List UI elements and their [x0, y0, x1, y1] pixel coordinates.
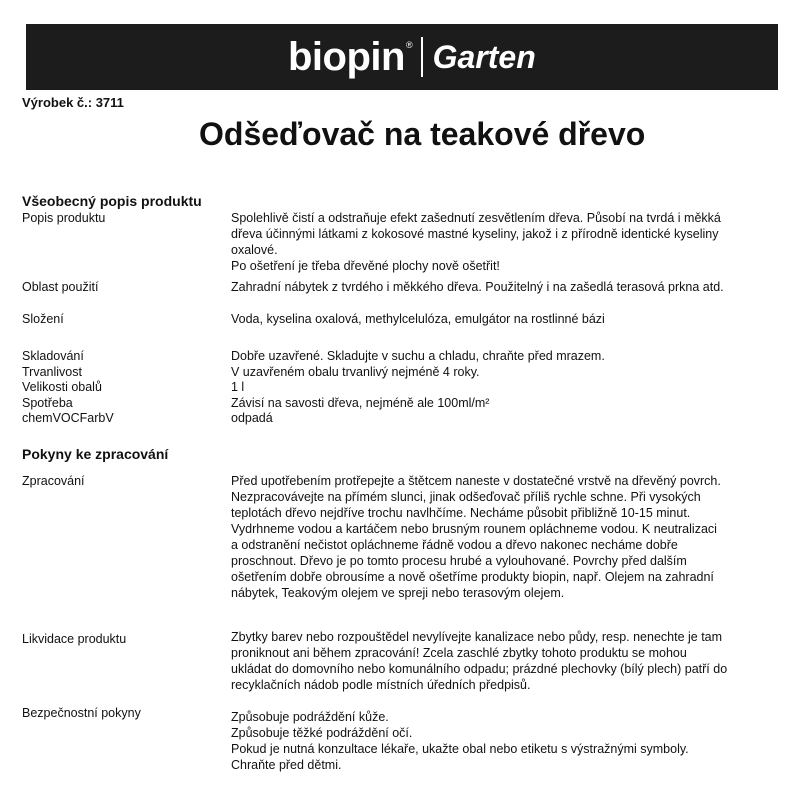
value-line: dřeva účinnými látkami z kokosové mastné kyseliny, jakož i z přírodně identické kyseliny — [231, 227, 719, 241]
value-line: Voda, kyselina oxalová, methylcelulóza, emulgátor na rostlinné bázi — [231, 312, 605, 326]
value-line: ošetřením dobře obrousíme a nově ošetříme produkty biopin, např. Olejem na zahradní — [231, 570, 714, 584]
value-line: oxalové. — [231, 243, 278, 257]
row-value — [231, 709, 779, 773]
product-number: Výrobek č.: 3711 — [22, 95, 124, 110]
row-label: Složení — [22, 312, 64, 326]
row-value — [231, 473, 779, 601]
section-heading-processing: Pokyny ke zpracování — [22, 446, 169, 462]
row-label: Zpracování — [22, 474, 85, 488]
row-value — [231, 379, 779, 395]
value-line: teplotách dřevo nejdříve trochu navlhčíme. Necháme působit přibližně 10-15 minut. — [231, 506, 691, 520]
value-line: Závisí na savosti dřeva, nejméně ale 100ml/m² — [231, 396, 490, 410]
row-value — [231, 629, 779, 693]
value-line: proschnout. Dřevo je po tomto procesu hrubé a vylouhované. Povrchy před dalším — [231, 554, 687, 568]
value-line: Spolehlivě čistí a odstraňuje efekt zašednutí zesvětlením dřeva. Působí na tvrdá i měkká — [231, 211, 721, 225]
row-label: Skladování — [22, 349, 84, 363]
value-line: Po ošetření je třeba dřevěné plochy nově ošetřit! — [231, 259, 500, 273]
row-label: Oblast použití — [22, 280, 99, 294]
value-line: Způsobuje těžké podráždění očí. — [231, 726, 413, 740]
value-line: proniknout ani během zpracování! Zcela zaschlé zbytky tohoto produktu se mohou — [231, 646, 687, 660]
value-line: Před upotřebením protřepejte a štětcem naneste v dostatečné vrstvě na dřevěný povrch. — [231, 474, 721, 488]
row-label: Trvanlivost — [22, 365, 82, 379]
value-line: odpadá — [231, 411, 273, 425]
value-line: ukládat do domovního nebo komunálního odpadu; prázdné plechovky (bílý plech) patří do — [231, 662, 728, 676]
brand-name: biopin — [288, 34, 405, 79]
row-value — [231, 410, 779, 426]
value-line: Způsobuje podráždění kůže. — [231, 710, 389, 724]
row-value — [231, 348, 779, 364]
value-line: recyklačních nádob podle místních úředních předpisů. — [231, 678, 531, 692]
document-title: Odšeďovač na teakové dřevo — [199, 116, 646, 152]
row-value — [231, 395, 779, 411]
row-label: Spotřeba — [22, 396, 73, 410]
value-line: Zbytky barev nebo rozpouštědel nevylívejte kanalizace nebo půdy, resp. nenechte je tam — [231, 630, 723, 644]
logo-divider — [421, 37, 423, 77]
registered-mark: ® — [405, 40, 413, 50]
value-line: Dobře uzavřené. Skladujte v suchu a chladu, chraňte před mrazem. — [231, 349, 605, 363]
row-value — [231, 311, 779, 327]
row-label: Likvidace produktu — [22, 632, 127, 646]
value-line: Pokud je nutná konzultace lékaře, ukažte obal nebo etiketu s výstražnými symboly. — [231, 742, 689, 756]
section-heading-general: Všeobecný popis produktu — [22, 193, 202, 209]
row-label: Bezpečnostní pokyny — [22, 706, 141, 720]
row-value — [231, 364, 779, 380]
row-label: Velikosti obalů — [22, 380, 102, 394]
value-line: 1 l — [231, 380, 245, 394]
header-banner — [26, 24, 778, 90]
row-label: chemVOCFarbV — [22, 411, 114, 425]
row-value — [231, 210, 779, 274]
brand-logo — [288, 33, 536, 81]
row-value — [231, 279, 779, 295]
row-label: Popis produktu — [22, 211, 106, 225]
value-line: a odstranění nečistot opláchneme řádně vodou a dřevo nakonec necháme dobře — [231, 538, 678, 552]
value-line: V uzavřeném obalu trvanlivý nejméně 4 roky. — [231, 365, 480, 379]
value-line: nábytek, Teakovým olejem ve spreji nebo terasovým olejem. — [231, 586, 565, 600]
value-line: Vydrhneme vodou a kartáčem nebo brusným rounem opláchneme vodou. K neutralizaci — [231, 522, 717, 536]
value-line: Chraňte před dětmi. — [231, 758, 342, 772]
brand-subline: Garten — [432, 38, 536, 75]
value-line: Zahradní nábytek z tvrdého i měkkého dřeva. Použitelný i na zašedlá terasová prkna atd. — [231, 280, 724, 294]
value-line: Nezpracovávejte na přímém slunci, jinak odšeďovač příliš rychle schne. Při vysokých — [231, 490, 701, 504]
